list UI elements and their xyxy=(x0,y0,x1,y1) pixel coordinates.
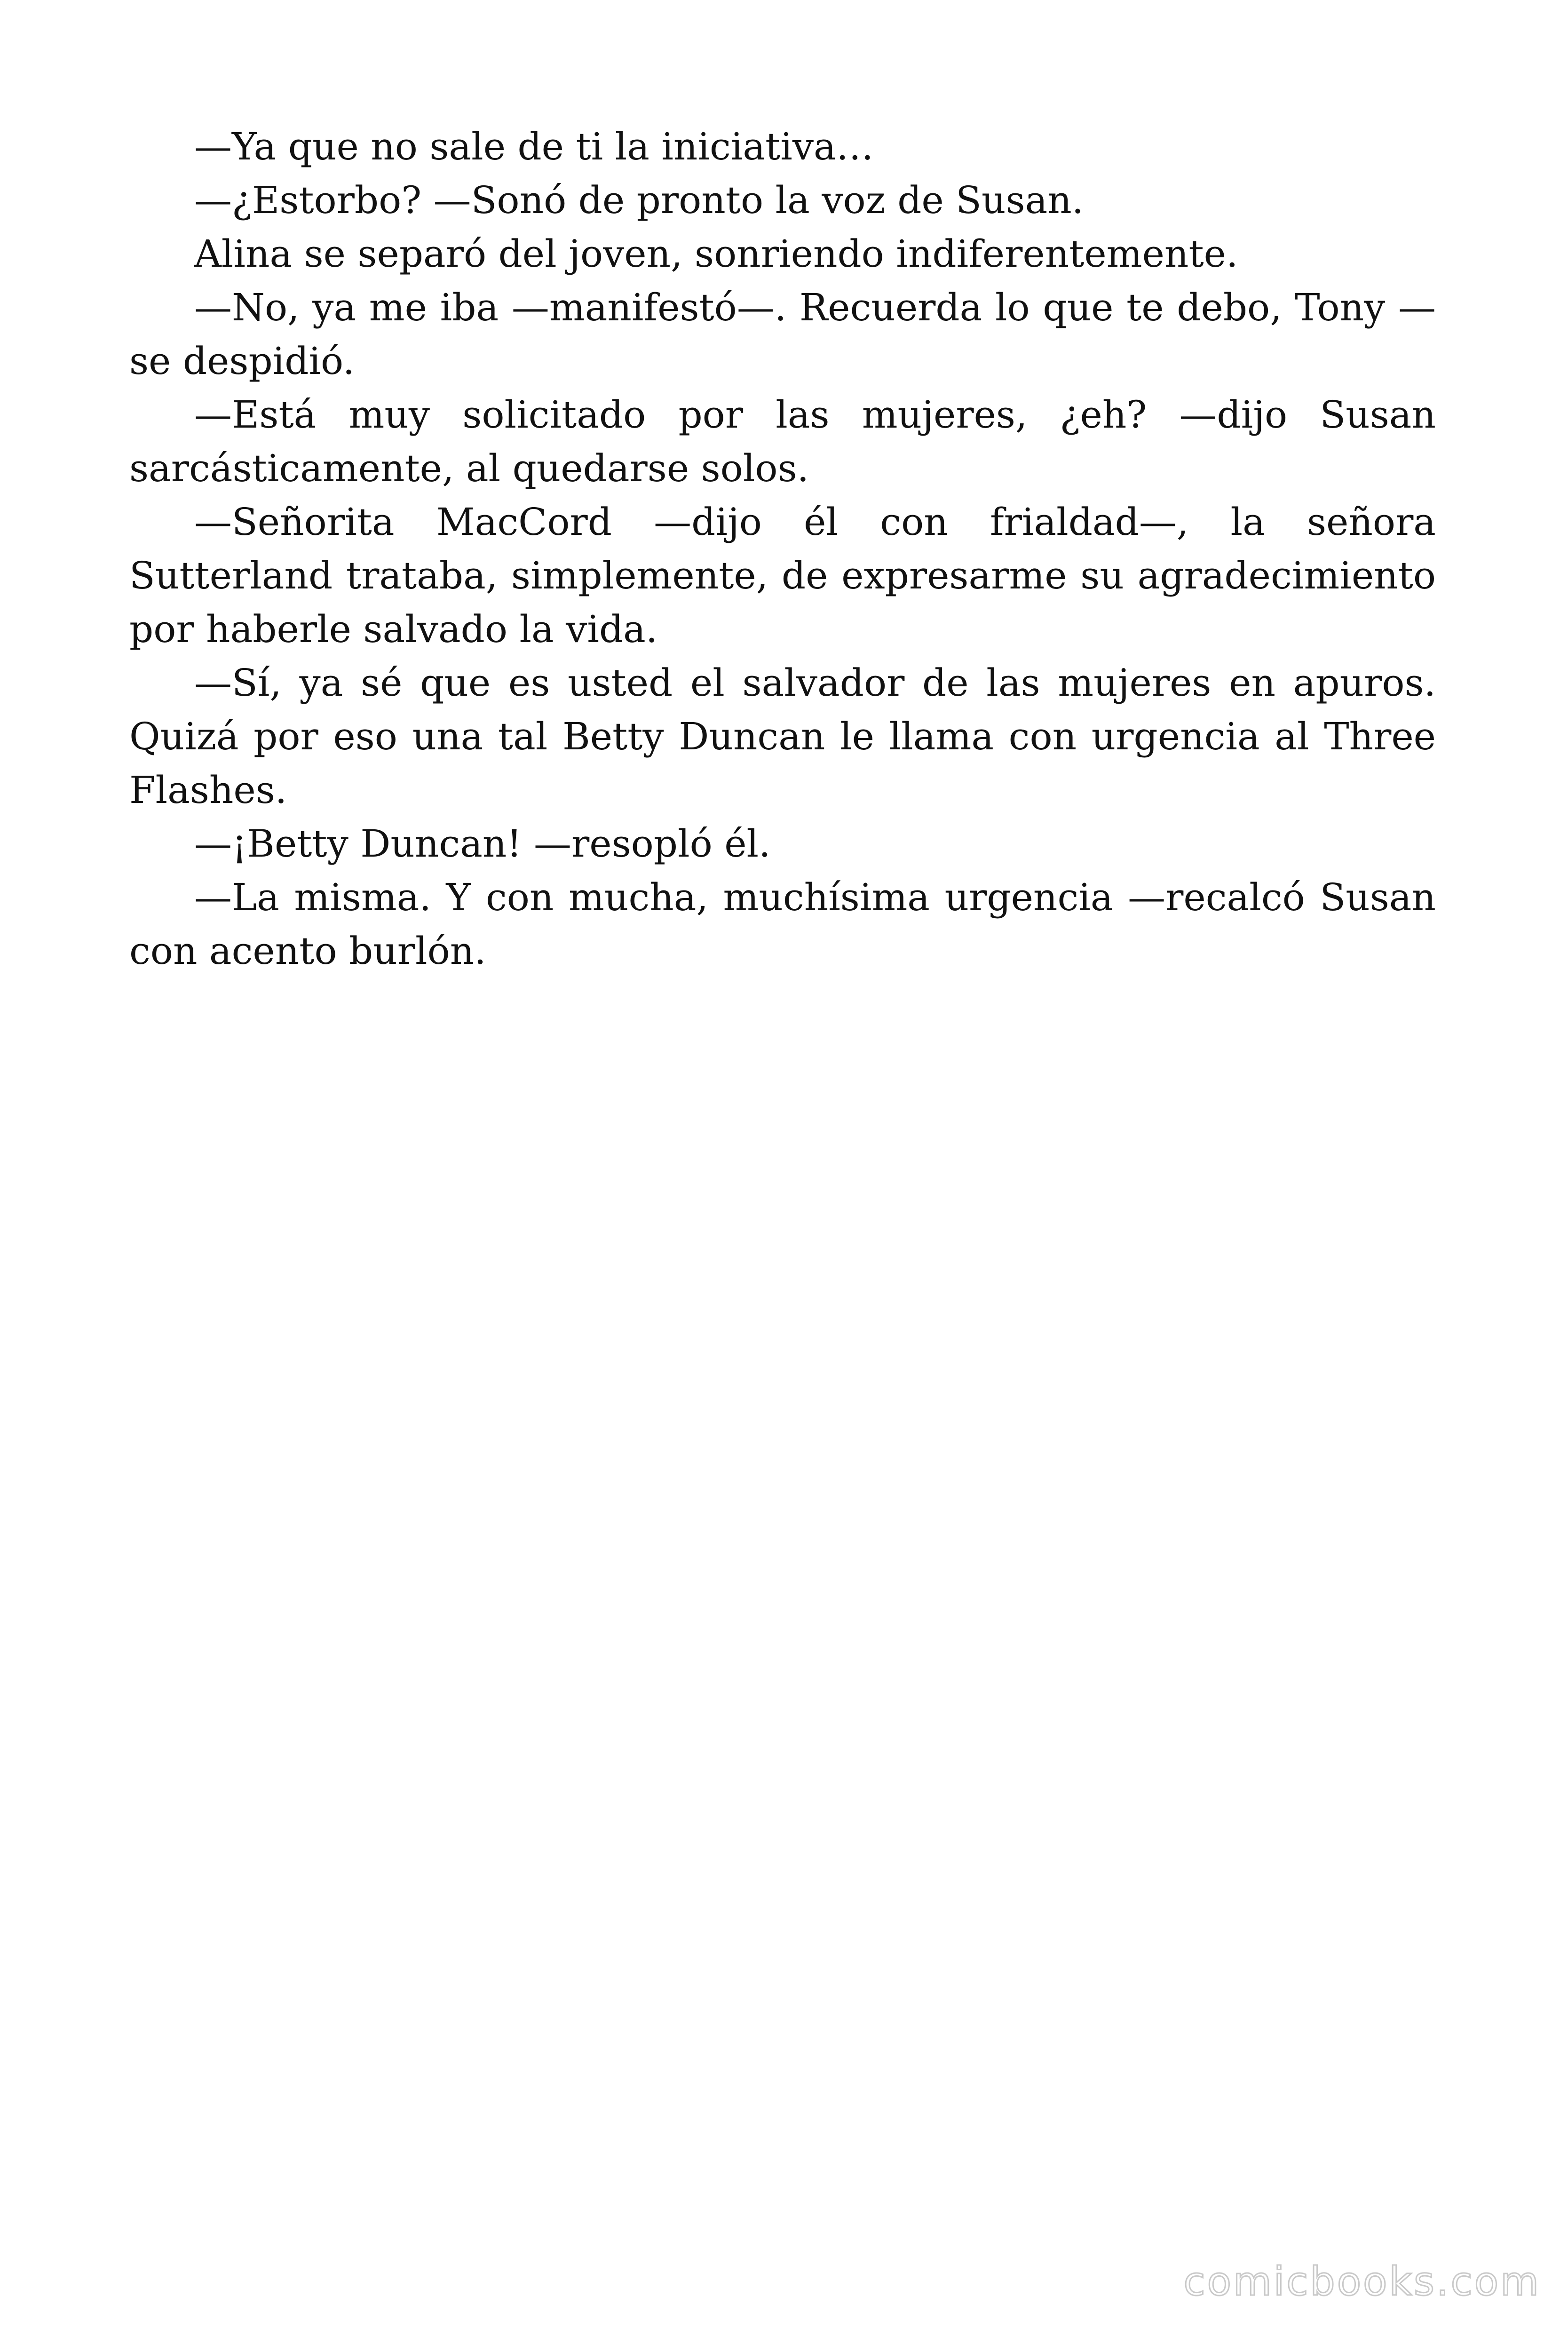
paragraph: —¡Betty Duncan! —resopló él. xyxy=(194,822,771,866)
paragraph: —Ya que no sale de ti la iniciativa… xyxy=(194,125,874,168)
paragraph: —La misma. Y con mucha, muchísima urgencia —recalcó Susan con acento burlón. xyxy=(129,875,1436,973)
paragraph: Alina se separó del joven, sonriendo indiferentemente. xyxy=(194,232,1238,276)
paragraph: —Señorita MacCord —dijo él con frialdad—, la señora Sutterland trataba, simplemente, de expresarme su agradecimiento por haberle salvado la vida. xyxy=(129,500,1436,651)
paragraph: —No, ya me iba —manifestó—. Recuerda lo que te debo, Tony —se despidió. xyxy=(129,286,1436,383)
watermark-text: comicbooks.com xyxy=(1183,2258,1541,2304)
paragraph: —Está muy solicitado por las mujeres, ¿eh? —dijo Susan sarcásticamente, al quedarse solos. xyxy=(129,393,1436,490)
paragraph: —¿Estorbo? —Sonó de pronto la voz de Susan. xyxy=(194,178,1084,222)
paragraph: —Sí, ya sé que es usted el salvador de las mujeres en apuros. Quizá por eso una tal Betty Duncan le llama con urgencia al Three Flashes. xyxy=(129,661,1436,812)
body-text xyxy=(129,120,1436,978)
